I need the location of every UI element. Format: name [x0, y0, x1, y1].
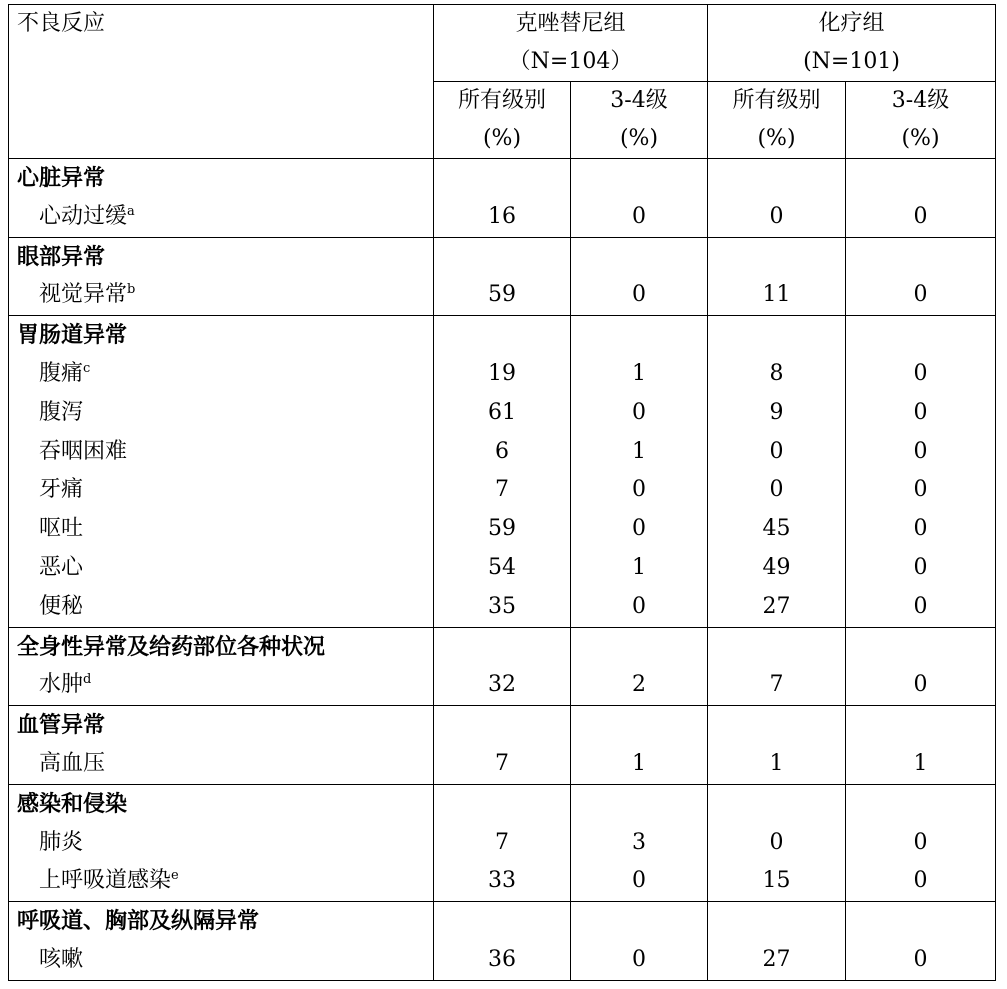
- group-name: 化疗组: [818, 11, 885, 36]
- percent-value: 61: [488, 399, 516, 425]
- value-column-cell: [846, 237, 996, 316]
- percent-value: 35: [488, 593, 516, 619]
- column-header-label: 不良反应: [17, 11, 106, 36]
- value-column-cell: [846, 784, 996, 901]
- percent-value: 0: [632, 203, 646, 229]
- percent-value: 15: [762, 868, 791, 894]
- category-label: 血管异常: [17, 712, 106, 739]
- reaction-name: 心动过缓: [39, 203, 128, 229]
- percent-value: 27: [762, 593, 791, 619]
- reaction-label: [9, 355, 433, 394]
- subheader-all-grades: [434, 82, 571, 159]
- category-label: 呼吸道、胸部及纵隔异常: [17, 908, 260, 935]
- spacer: [708, 902, 845, 941]
- footnote-marker: b: [127, 282, 136, 298]
- percent-value: 0: [632, 399, 646, 425]
- percent-value: 0: [632, 868, 646, 894]
- spacer: [434, 785, 570, 824]
- reaction-label: [9, 276, 433, 315]
- percent-value: 1: [632, 438, 646, 464]
- group-n: （N=104）: [508, 49, 633, 74]
- spacer: [434, 902, 570, 941]
- spacer: [434, 238, 570, 277]
- reaction-name: 便秘: [39, 593, 84, 619]
- reaction-label: [9, 666, 433, 705]
- spacer: [434, 706, 570, 745]
- percent-value: 1: [769, 750, 784, 776]
- percent-value: 33: [488, 868, 516, 894]
- subheader-label: 3-4级: [891, 88, 950, 113]
- table-body: [9, 159, 996, 981]
- percent-value: 0: [913, 203, 928, 229]
- spacer: [846, 159, 995, 198]
- percent-value: 2: [632, 672, 646, 698]
- spacer: [571, 159, 707, 198]
- spacer: [571, 316, 707, 355]
- percent-value: 0: [632, 477, 646, 503]
- category-label: 心脏异常: [17, 165, 106, 191]
- subheader-label: 所有级别: [457, 88, 546, 113]
- subheader-unit: (%): [757, 126, 796, 151]
- percent-value: 6: [495, 438, 509, 464]
- percent-value: 1: [632, 750, 646, 776]
- reaction-label: [9, 510, 433, 549]
- reaction-name: 腹痛: [39, 360, 84, 386]
- value-column-cell: [571, 706, 708, 785]
- group-name: 克唑替尼组: [515, 11, 626, 36]
- reaction-label: [9, 549, 433, 588]
- value-column-cell: [708, 902, 846, 981]
- reaction-label: [9, 824, 433, 863]
- category-block: [9, 902, 996, 981]
- percent-value: 0: [632, 282, 646, 308]
- reaction-label: [9, 588, 433, 627]
- category-label: 全身性异常及给药部位各种状况: [17, 633, 326, 660]
- percent-value: 36: [488, 946, 516, 972]
- value-column-cell: [434, 706, 571, 785]
- percent-value: 7: [495, 829, 509, 855]
- value-column-cell: [434, 784, 571, 901]
- percent-value: 19: [488, 360, 516, 386]
- reaction-name: 视觉异常: [39, 282, 128, 308]
- reaction-label: [9, 198, 433, 237]
- subheader-grade34: [846, 82, 996, 159]
- column-header-adverse-reaction: [9, 5, 434, 159]
- percent-value: 0: [913, 672, 928, 698]
- percent-value: 3: [632, 829, 646, 855]
- value-column-cell: [434, 237, 571, 316]
- reaction-name: 咳嗽: [39, 946, 84, 972]
- reaction-name: 水肿: [39, 672, 84, 698]
- reaction-label: [9, 471, 433, 510]
- footnote-marker: e: [171, 868, 179, 884]
- value-column-cell: [846, 902, 996, 981]
- reaction-label: [9, 862, 433, 901]
- percent-value: 1: [632, 554, 646, 580]
- subheader-all-grades: [708, 82, 846, 159]
- percent-value: 0: [769, 438, 784, 464]
- percent-value: 45: [762, 516, 791, 542]
- spacer: [571, 785, 707, 824]
- value-column-cell: [571, 237, 708, 316]
- category-label: 感染和侵染: [17, 790, 128, 817]
- spacer: [846, 628, 995, 667]
- percent-value: 0: [632, 946, 646, 972]
- category-cell: [9, 159, 434, 238]
- spacer: [846, 785, 995, 824]
- percent-value: 0: [913, 593, 928, 619]
- spacer: [846, 238, 995, 277]
- percent-value: 59: [488, 282, 516, 308]
- percent-value: 0: [913, 438, 928, 464]
- reaction-name: 上呼吸道感染: [39, 868, 172, 894]
- reaction-name: 肺炎: [39, 829, 84, 855]
- value-column-cell: [708, 237, 846, 316]
- percent-value: 1: [913, 750, 928, 776]
- category-block: [9, 706, 996, 785]
- category-label: 眼部异常: [17, 243, 106, 270]
- spacer: [708, 238, 845, 277]
- value-column-cell: [571, 316, 708, 627]
- percent-value: 27: [762, 946, 791, 972]
- category-cell: [9, 784, 434, 901]
- percent-value: 0: [913, 946, 928, 972]
- value-column-cell: [434, 627, 571, 706]
- category-block: [9, 627, 996, 706]
- spacer: [846, 706, 995, 745]
- category-cell: [9, 316, 434, 627]
- value-column-cell: [708, 316, 846, 627]
- spacer: [571, 706, 707, 745]
- percent-value: 0: [632, 516, 646, 542]
- value-column-cell: [708, 627, 846, 706]
- subheader-label: 所有级别: [732, 88, 821, 113]
- percent-value: 54: [488, 554, 516, 580]
- percent-value: 0: [913, 477, 928, 503]
- subheader-unit: (%): [901, 126, 940, 151]
- reaction-label: [9, 941, 433, 980]
- spacer: [708, 785, 845, 824]
- reaction-label: [9, 394, 433, 433]
- percent-value: 0: [913, 399, 928, 425]
- percent-value: 59: [488, 516, 516, 542]
- value-column-cell: [846, 159, 996, 238]
- adverse-reactions-table: [8, 4, 996, 981]
- percent-value: 16: [488, 203, 516, 229]
- subheader-label: 3-4级: [610, 88, 668, 113]
- percent-value: 0: [769, 203, 784, 229]
- spacer: [571, 628, 707, 667]
- category-cell: [9, 627, 434, 706]
- spacer: [434, 316, 570, 355]
- value-column-cell: [708, 706, 846, 785]
- category-cell: [9, 706, 434, 785]
- spacer: [708, 706, 845, 745]
- subheader-unit: (%): [619, 126, 659, 151]
- spacer: [434, 159, 570, 198]
- percent-value: 49: [762, 554, 791, 580]
- percent-value: 8: [769, 360, 784, 386]
- percent-value: 11: [762, 282, 791, 308]
- percent-value: 7: [495, 477, 509, 503]
- percent-value: 7: [495, 750, 509, 776]
- value-column-cell: [846, 706, 996, 785]
- spacer: [571, 902, 707, 941]
- value-column-cell: [571, 902, 708, 981]
- percent-value: 1: [632, 360, 646, 386]
- percent-value: 0: [913, 360, 928, 386]
- percent-value: 0: [769, 477, 784, 503]
- reaction-name: 恶心: [39, 554, 84, 580]
- spacer: [846, 316, 995, 355]
- value-column-cell: [571, 627, 708, 706]
- reaction-label: [9, 433, 433, 472]
- category-block: [9, 159, 996, 238]
- value-column-cell: [708, 784, 846, 901]
- spacer: [708, 628, 845, 667]
- reaction-name: 腹泻: [39, 399, 84, 425]
- spacer: [708, 159, 845, 198]
- reaction-label: [9, 745, 433, 784]
- percent-value: 0: [913, 516, 928, 542]
- subheader-unit: (%): [482, 126, 522, 151]
- reaction-name: 高血压: [39, 750, 106, 776]
- percent-value: 0: [769, 829, 784, 855]
- category-label: 胃肠道异常: [17, 322, 128, 349]
- footnote-marker: c: [83, 360, 91, 376]
- percent-value: 0: [913, 868, 928, 894]
- percent-value: 0: [632, 593, 646, 619]
- reaction-name: 呕吐: [39, 516, 84, 542]
- value-column-cell: [434, 316, 571, 627]
- group-header-chemotherapy: [708, 5, 996, 82]
- value-column-cell: [434, 159, 571, 238]
- category-cell: [9, 902, 434, 981]
- percent-value: 0: [913, 282, 928, 308]
- percent-value: 32: [488, 672, 516, 698]
- category-block: [9, 784, 996, 901]
- percent-value: 7: [769, 672, 784, 698]
- spacer: [571, 238, 707, 277]
- reaction-name: 吞咽困难: [39, 438, 128, 464]
- value-column-cell: [846, 316, 996, 627]
- percent-value: 0: [913, 829, 928, 855]
- spacer: [846, 902, 995, 941]
- value-column-cell: [708, 159, 846, 238]
- subheader-grade34: [571, 82, 708, 159]
- footnote-marker: d: [83, 672, 92, 688]
- value-column-cell: [571, 159, 708, 238]
- spacer: [434, 628, 570, 667]
- category-cell: [9, 237, 434, 316]
- percent-value: 0: [913, 554, 928, 580]
- group-n: (N=101): [803, 49, 900, 74]
- percent-value: 9: [769, 399, 784, 425]
- group-header-crizotinib: [434, 5, 708, 82]
- value-column-cell: [846, 627, 996, 706]
- value-column-cell: [434, 902, 571, 981]
- category-block: [9, 316, 996, 627]
- category-block: [9, 237, 996, 316]
- header-row-groups: [9, 5, 996, 82]
- footnote-marker: a: [127, 203, 135, 219]
- spacer: [708, 316, 845, 355]
- reaction-name: 牙痛: [39, 477, 84, 503]
- value-column-cell: [571, 784, 708, 901]
